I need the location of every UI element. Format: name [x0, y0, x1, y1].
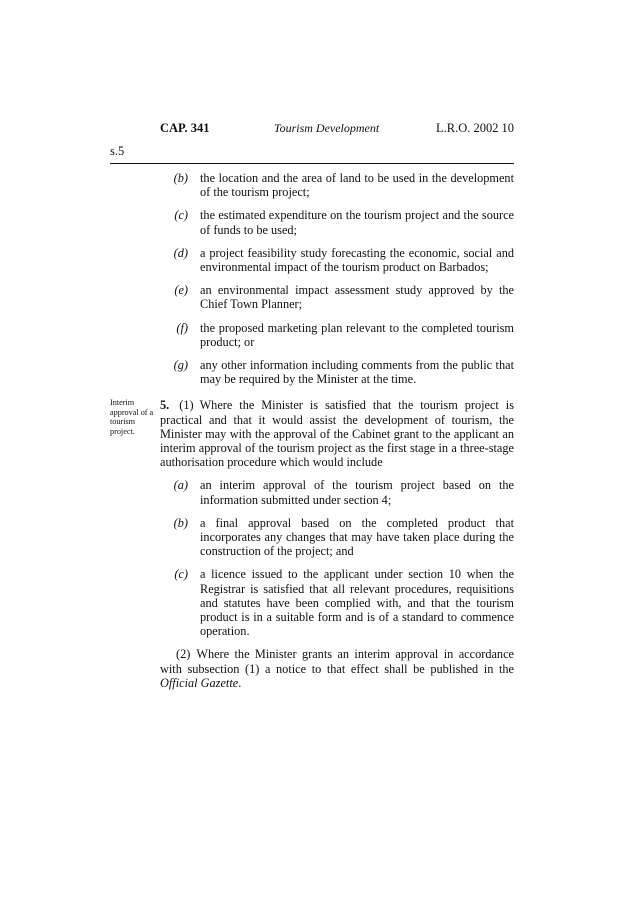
subsection-text: Where the Minister is satisfied that the tourism project is practical and that it would assist the development of tourism, the Minister may with the approval of the Cabinet grant to the applicant an interim approval of the tourism project as the first stage in a three-stage authorisation procedure which would include [160, 398, 514, 470]
list-item [160, 208, 514, 236]
list-item [160, 358, 514, 386]
marginal-note: Interim approval of a tourism project. [110, 398, 154, 436]
list-item [160, 478, 514, 506]
header-divider [110, 163, 514, 164]
item-label: (g) [173, 358, 188, 373]
item-label: (c) [174, 567, 188, 582]
item-text: a licence issued to the applicant under section 10 when the Registrar is satisfied that all relevant procedures, requisitions and statutes have been complied with, and that the tourism product is in a suitable form and is of a standard to commence operation. [200, 567, 514, 639]
sentence-end: . [238, 675, 242, 690]
section-5-subsection-2 [160, 647, 514, 690]
item-text: an environmental impact assessment study approved by the Chief Town Planner; [200, 283, 514, 312]
item-label: (b) [173, 515, 188, 530]
section-number: 5. [160, 398, 170, 413]
item-label: (f) [176, 320, 188, 335]
chapter-number: CAP. 341 [160, 121, 210, 135]
item-label: (d) [173, 245, 188, 260]
subsection-text: Where the Minister grants an interim approval in accordance with subsection (1) a notice to that effect shall be published in the [160, 647, 514, 676]
list-item [160, 171, 514, 199]
item-text: an interim approval of the tourism project based on the information submitted under section 4; [200, 478, 514, 507]
subsection-label: (2) [176, 647, 191, 662]
section-reference: s.5 [110, 144, 125, 158]
item-text: a project feasibility study forecasting the economic, social and environmental impact of the tourism product on Barbados; [200, 245, 514, 275]
list-item [160, 321, 514, 349]
item-text: any other information including comments from the public that may be required by the Minister at the time. [200, 358, 514, 387]
list-item [160, 567, 514, 638]
list-item [160, 516, 514, 559]
item-text: the proposed marketing plan relevant to the completed tourism product; or [200, 320, 514, 349]
edition-label: L.R.O. 2002 [436, 121, 499, 135]
item-text: the location and the area of land to be used in the development of the tourism project; [200, 171, 514, 200]
list-item [160, 246, 514, 274]
page-header [110, 121, 514, 141]
page-number: 10 [501, 121, 514, 135]
subsection-label: (1) [179, 398, 194, 413]
item-label: (b) [173, 171, 188, 185]
act-title: Tourism Development [274, 121, 380, 135]
list-top [160, 171, 514, 386]
document-body [160, 171, 514, 699]
gazette-reference: Official Gazette [160, 675, 239, 690]
section-5-list [160, 478, 514, 638]
list-item [160, 283, 514, 311]
item-label: (c) [174, 208, 188, 223]
item-text: the estimated expenditure on the tourism project and the source of funds to be used; [200, 208, 514, 237]
section-5-subsection-1 [160, 398, 514, 469]
item-label: (a) [173, 478, 188, 493]
item-text: a final approval based on the completed product that incorporates any changes that may have taken place during the construction of the project; and [200, 515, 514, 559]
item-label: (e) [174, 283, 188, 298]
